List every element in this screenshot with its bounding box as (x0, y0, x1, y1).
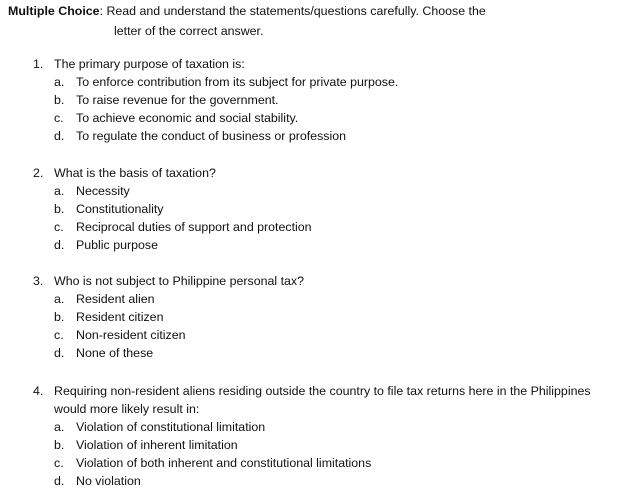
option-text: Violation of both inherent and constitutional limitations (76, 456, 372, 470)
option-letter: a. (54, 75, 65, 89)
option-text: Resident citizen (76, 310, 164, 324)
option-letter: a. (54, 292, 65, 306)
option-text: To achieve economic and social stability. (76, 111, 299, 125)
option-letter: b. (54, 438, 65, 452)
option-d (33, 472, 603, 490)
option-b (33, 91, 603, 109)
option-list (33, 182, 603, 254)
option-c (33, 109, 603, 127)
option-a (33, 418, 603, 436)
question-stem (33, 55, 603, 73)
option-text: To enforce contribution from its subject for private purpose. (76, 75, 399, 89)
instructions-text-1: : Read and understand the statements/questions carefully. Choose the (99, 4, 486, 18)
instructions (8, 2, 608, 40)
option-letter: d. (54, 238, 65, 252)
option-letter: a. (54, 420, 65, 434)
option-text: No violation (76, 474, 141, 488)
option-text: Reciprocal duties of support and protection (76, 220, 312, 234)
option-letter: a. (54, 184, 65, 198)
instructions-line-2: letter of the correct answer. (114, 24, 264, 38)
option-letter: d. (54, 474, 65, 488)
question-3 (33, 272, 603, 362)
option-a (33, 182, 603, 200)
option-letter: b. (54, 202, 65, 216)
question-stem (33, 164, 603, 182)
question-text: Requiring non-resident aliens residing outside the country to file tax returns here in the Philippines would more likely result in: (54, 384, 591, 416)
option-text: To regulate the conduct of business or profession (76, 129, 347, 143)
question-number: 4. (33, 384, 44, 398)
option-c (33, 218, 603, 236)
question-stem (33, 272, 603, 290)
option-list (33, 418, 603, 490)
instructions-label: Multiple Choice (8, 4, 100, 18)
option-a (33, 290, 603, 308)
question-number: 2. (33, 166, 44, 180)
option-a (33, 73, 603, 91)
option-letter: c. (54, 456, 64, 470)
question-4 (33, 382, 603, 490)
option-letter: d. (54, 346, 65, 360)
question-stem (33, 382, 603, 418)
option-c (33, 454, 603, 472)
option-letter: c. (54, 220, 64, 234)
option-b (33, 200, 603, 218)
option-letter: c. (54, 111, 64, 125)
option-letter: b. (54, 93, 65, 107)
option-d (33, 127, 603, 145)
option-text: Necessity (76, 184, 130, 198)
question-1 (33, 55, 603, 145)
option-list (33, 290, 603, 362)
option-text: Non-resident citizen (76, 328, 186, 342)
option-d (33, 236, 603, 254)
option-text: Public purpose (76, 238, 158, 252)
option-letter: d. (54, 129, 65, 143)
question-text: What is the basis of taxation? (54, 166, 216, 180)
option-list (33, 73, 603, 145)
option-text: Resident alien (76, 292, 155, 306)
option-text: Violation of inherent limitation (76, 438, 238, 452)
question-2 (33, 164, 603, 254)
option-b (33, 436, 603, 454)
option-text: Violation of constitutional limitation (76, 420, 266, 434)
option-text: Constitutionality (76, 202, 164, 216)
question-text: Who is not subject to Philippine personal tax? (54, 274, 305, 288)
option-c (33, 326, 603, 344)
instructions-line-1 (8, 2, 608, 20)
option-text: To raise revenue for the government. (76, 93, 279, 107)
question-number: 1. (33, 57, 44, 71)
option-letter: c. (54, 328, 64, 342)
option-b (33, 308, 603, 326)
option-letter: b. (54, 310, 65, 324)
option-d (33, 344, 603, 362)
option-text: None of these (76, 346, 154, 360)
question-text: The primary purpose of taxation is: (54, 57, 245, 71)
question-number: 3. (33, 274, 44, 288)
